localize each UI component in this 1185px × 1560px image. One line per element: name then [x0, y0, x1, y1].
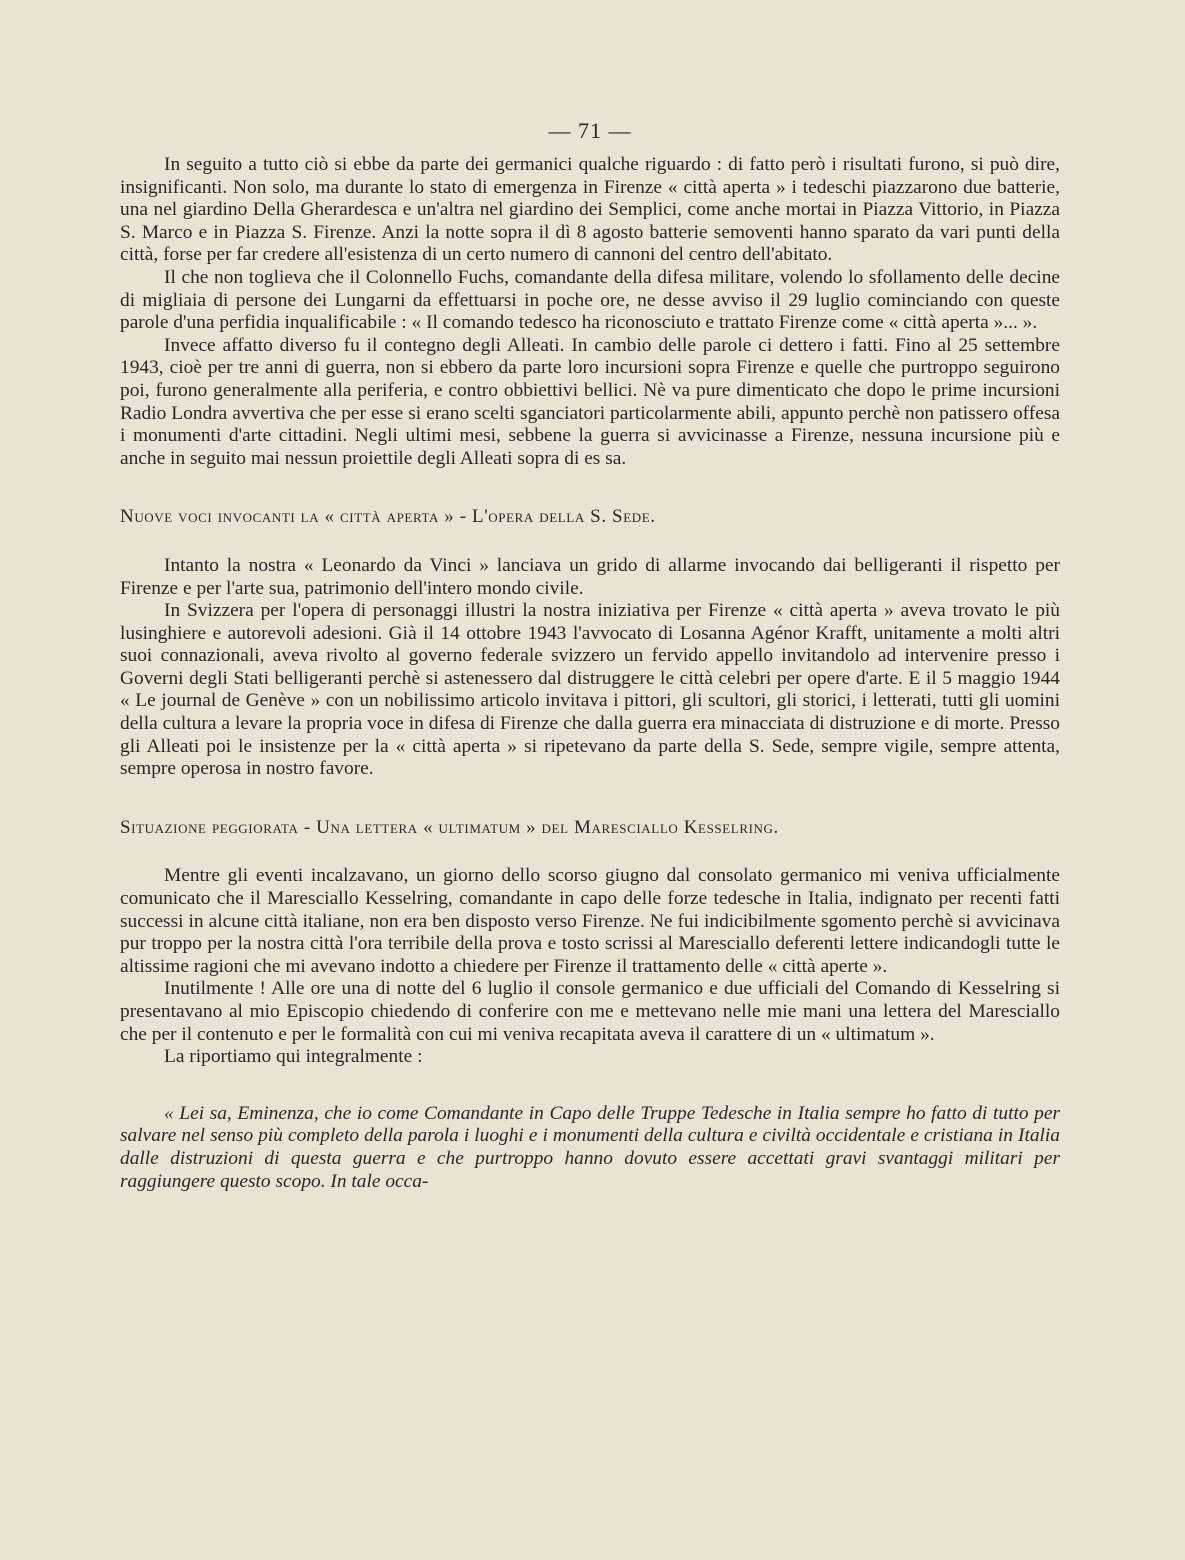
body-paragraph: In Svizzera per l'opera di personaggi illustri la nostra iniziativa per Firenze « città aperta » aveva trovato le più lusinghiere e autorevoli adesioni. Già il 14 ottobre 1943 l'avvocato di Losanna Agénor Krafft, unitamente a molti altri suoi connazionali, aveva rivolto al governo federale svizzero un fervido appello invitandolo ad intervenire presso i Governi degli Stati belligeranti perchè si astenessero dal distruggere le città celebri per opere d'arte. E il 5 maggio 1944 « Le journal de Genève » con un nobilissimo articolo invitava i pittori, gli scultori, gli storici, i letterati, tutti gli uomini della cultura a levare la propria voce in difesa di Firenze che dalla guerra era minacciata di distruzione e di morte. Presso gli Alleati poi le insistenze per la « città aperta » si ripetevano da parte della S. Sede, sempre vigile, sempre attenta, sempre operosa in nostro favore.: [120, 600, 1060, 780]
section-heading: Nuove voci invocanti la « città aperta » - L'opera della S. Sede.: [120, 506, 656, 528]
body-paragraph: Intanto la nostra « Leonardo da Vinci » lanciava un grido di allarme invocando dai belligeranti il rispetto per Firenze e per l'arte sua, patrimonio dell'intero mondo civile.: [120, 554, 1060, 599]
quoted-letter: « Lei sa, Eminenza, che io come Comandante in Capo delle Truppe Tedesche in Italia sempre ho fatto di tutto per salvare nel senso più completo della parola i luoghi e i monumenti della cultura e civiltà occidentale e cristiana in Italia dalle distruzioni di questa guerra e che purtroppo hanno dovuto essere accettati gravi svantaggi militari per raggiungere questo scopo. In tale occa-: [120, 1102, 1060, 1192]
section-heading: Situazione peggiorata - Una lettera « ultimatum » del Maresciallo Kesselring.: [120, 816, 779, 838]
body-paragraph: La riportiamo qui integralmente :: [164, 1046, 423, 1068]
body-paragraph: Inutilmente ! Alle ore una di notte del 6 luglio il console germanico e due ufficiali del Comando di Kesselring si presentavano al mio Episcopio chiedendo di conferire con me e mettevano nelle mie mani una lettera del Maresciallo che per il contenuto e per le formalità con cui mi veniva recapitata aveva il carattere di un « ultimatum ».: [120, 978, 1060, 1045]
body-paragraph: In seguito a tutto ciò si ebbe da parte dei germanici qualche riguardo : di fatto però i risultati furono, si può dire, insignificanti. Non solo, ma durante lo stato di emergenza in Firenze « città aperta » i tedeschi piazzarono due batterie, una nel giardino Della Gherardesca e un'altra nel giardino dei Semplici, come anche mortai in Piazza Vittorio, in Piazza S. Marco e in Piazza S. Firenze. Anzi la notte sopra il dì 8 agosto batterie semoventi hanno sparato da vari punti della città, forse per far credere all'esistenza di un certo numero di cannoni del centro dell'abitato.: [120, 154, 1060, 266]
body-paragraph: Invece affatto diverso fu il contegno degli Alleati. In cambio delle parole ci dettero i fatti. Fino al 25 settembre 1943, cioè per tre anni di guerra, non si ebbero da parte loro incursioni sopra Firenze e quelle che purtroppo seguirono poi, furono generalmente alla periferia, e contro obbiettivi bellici. Nè va pure dimenticato che dopo le prime incursioni Radio Londra avvertiva che per esse si erano scelti sganciatori particolarmente abili, appunto perchè non patissero offesa i monumenti d'arte cittadini. Negli ultimi mesi, sebbene la guerra si avvicinasse a Firenze, nessuna incursione più e anche in seguito mai nessun proiettile degli Alleati sopra di es sa.: [120, 334, 1060, 469]
body-paragraph: Mentre gli eventi incalzavano, un giorno dello scorso giugno dal consolato germanico mi veniva ufficialmente comunicato che il Maresciallo Kesselring, comandante in capo delle forze tedesche in Italia, indignato per recenti fatti successi in alcune città italiane, non era ben disposto verso Firenze. Ne fui indicibilmente sgomento perchè si avvicinava pur troppo per la nostra città l'ora terribile della prova e tosto scrissi al Maresciallo deferenti lettere indicandogli tutte le altissime ragioni che mi avevano indotto a chiedere per Firenze il trattamento delle « città aperte ».: [120, 865, 1060, 977]
page-number: — 71 —: [548, 118, 632, 143]
body-paragraph: Il che non toglieva che il Colonnello Fuchs, comandante della difesa militare, volendo lo sfollamento delle decine di migliaia di persone dei Lungarni da effettuarsi in poche ore, ne desse avviso il 29 luglio cominciando con queste parole d'una perfidia inqualificabile : « Il comando tedesco ha riconosciuto e trattato Firenze come « città aperta »... ».: [120, 266, 1060, 334]
